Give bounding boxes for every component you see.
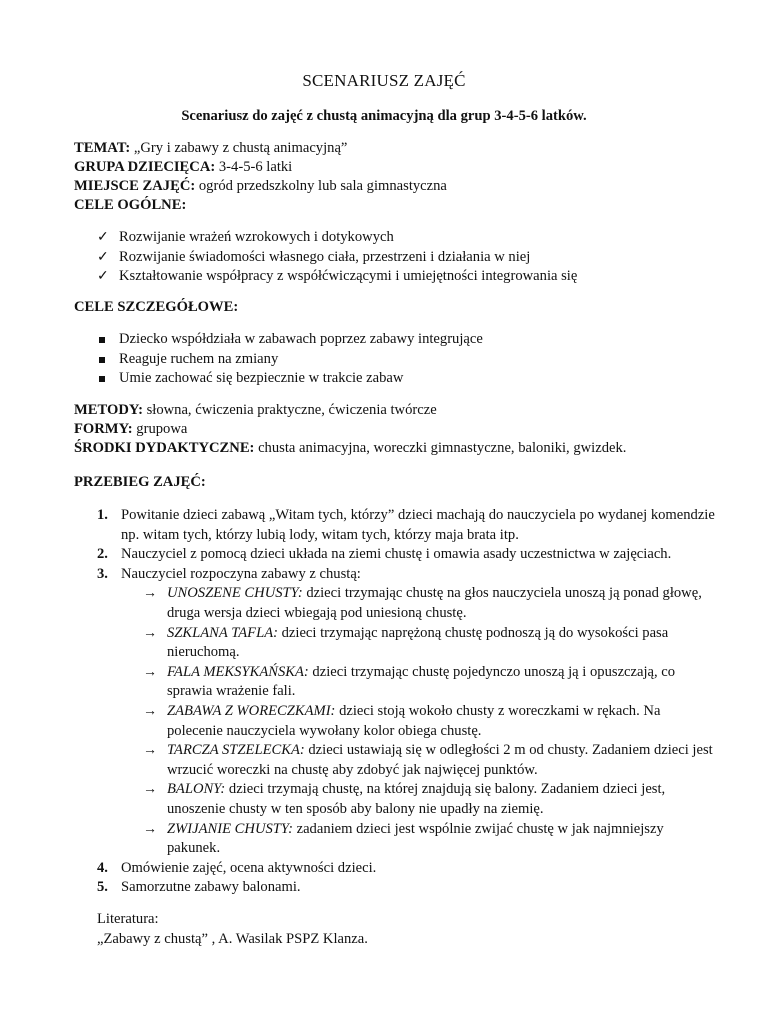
przebieg-steps <box>97 506 717 898</box>
field-label: FORMY: <box>74 421 133 437</box>
arrow-right-icon: → <box>143 625 157 641</box>
game-item: → TARCZA STZELECKA: dzieci ustawiają się w odległości 2 m od chusty. Zadaniem dzieci jest wrzucić woreczki na chustę aby zdobyć jak najwięcej punktów. <box>143 742 713 778</box>
field-value: grupowa <box>132 421 188 437</box>
field-miejsce <box>74 177 447 197</box>
field-label: TEMAT: <box>74 140 131 156</box>
literatura-label: Literatura: <box>97 911 159 927</box>
step-item: 3. Nauczyciel rozpoczyna zabawy z chustą: → UNOSZENE CHUSTY: dzieci trzymając chustę na głos nauczyciela unoszą ją ponad głowę, druga wersja dzieci wbiegają pod uniesioną chustę. → SZKLANA TAFLA: dzieci trzymając naprężoną chustę podnoszą ją do wysokości pasa nieruchomą. → FALA MEKSYKAŃSKA: dzieci trzymając chustę pojedynczo unoszą ją i opuszczają, co sprawia wrażenie fali. → ZABAWA Z WORECZKAMI: dzieci stoją wokoło chusty z woreczkami w rękach. Na polecenie nauczyciela wywołany kolor obiega chustę. → TARCZA STZELECKA: dzieci ustawiają się w odległości 2 m od chusty. Zadaniem dzieci jest wrzucić woreczki na chustę aby zdobyć jak najwięcej punktów. → BALONY: dzieci trzymają chustę, na której znajdują się balony. Zadaniem dzieci jest, unoszenie chusty w ten sposób aby balony nie upadły na ziemię. → ZWIJANIE CHUSTY: zadaniem dzieci jest wspólnie zwijać chustę w jak najmniejszy pakunek. <box>97 565 717 859</box>
step-item: 2. Nauczyciel z pomocą dzieci układa na ziemi chustę i omawia asady uczestnictwa w zajęciach. <box>97 546 672 563</box>
field-value: „Gry i zabawy z chustą animacyjną” <box>130 140 348 156</box>
list-item: ✓ Rozwijanie świadomości własnego ciała, przestrzeni i działania w niej <box>97 248 577 268</box>
list-item: Reaguje ruchem na zmiany <box>97 350 483 370</box>
arrow-right-icon: → <box>143 586 157 602</box>
field-srodki <box>74 439 626 459</box>
game-item: → UNOSZENE CHUSTY: dzieci trzymając chustę na głos nauczyciela unoszą ją ponad głowę, druga wersja dzieci wbiegają pod uniesioną chustę. <box>143 585 702 621</box>
list-item: Umie zachować się bezpiecznie w trakcie zabaw <box>97 369 483 389</box>
step-item: 4. Omówienie zajęć, ocena aktywności dzieci. <box>97 859 377 876</box>
field-cele-ogolne <box>74 196 186 216</box>
arrow-right-icon: → <box>143 664 157 680</box>
literatura <box>97 910 368 949</box>
field-value: 3-4-5-6 latki <box>215 159 293 175</box>
literatura-ref: „Zabawy z chustą” , A. Wasilak PSPZ Klanza. <box>97 930 368 947</box>
game-item: → ZABAWA Z WORECZKAMI: dzieci stoją wokoło chusty z woreczkami w rękach. Na polecenie nauczyciela wywołany kolor obiega chustę. <box>143 702 661 739</box>
field-value: chusta animacyjna, woreczki gimnastyczne, baloniki, gwizdek. <box>254 440 627 456</box>
arrow-right-icon: → <box>143 782 157 798</box>
field-value: ogród przedszkolny lub sala gimnastyczna <box>195 178 447 194</box>
games-list <box>121 584 717 858</box>
document-title: SCENARIUSZ ZAJĘĆ <box>302 71 466 90</box>
field-grupa <box>74 158 292 178</box>
step-item: 5. Samorzutne zabawy balonami. <box>97 879 301 896</box>
checkmark-icon: ✓ <box>97 249 109 265</box>
field-label: GRUPA DZIECIĘCA: <box>74 159 216 175</box>
field-label: METODY: <box>74 402 143 418</box>
game-item: → BALONY: dzieci trzymają chustę, na której znajdują się balony. Zadaniem dzieci jest, unoszenie chusty w ten sposób aby balony nie upadły na ziemię. <box>143 781 666 817</box>
game-item: → SZKLANA TAFLA: dzieci trzymając naprężoną chustę podnoszą ją do wysokości pasa nieruchomą. <box>143 624 669 661</box>
list-item: ✓ Kształtowanie współpracy z współćwiczącymi i umiejętności integrowania się <box>97 267 577 287</box>
field-value: słowna, ćwiczenia praktyczne, ćwiczenia twórcze <box>142 402 437 418</box>
arrow-right-icon: → <box>143 821 157 837</box>
field-label: MIEJSCE ZAJĘĆ: <box>74 178 196 194</box>
list-item: ✓ Rozwijanie wrażeń wzrokowych i dotykowych <box>97 228 577 248</box>
square-bullet-icon <box>99 376 105 382</box>
game-item: → ZWIJANIE CHUSTY: zadaniem dzieci jest wspólnie zwijać chustę w jak najmniejszy pakunek. <box>143 820 664 857</box>
game-item: → FALA MEKSYKAŃSKA: dzieci trzymając chustę pojedynczo unoszą ją i opuszczają, co sprawia wrażenie fali. <box>143 663 676 700</box>
cele-szczegolowe-list <box>97 330 483 389</box>
checkmark-icon: ✓ <box>97 230 109 245</box>
field-metody <box>74 401 437 421</box>
field-label: CELE OGÓLNE: <box>74 197 187 213</box>
field-temat <box>74 139 347 159</box>
document-subtitle: Scenariusz do zajęć z chustą animacyjną dla grup 3-4-5-6 latków. <box>181 108 587 124</box>
square-bullet-icon <box>99 357 105 363</box>
field-label: ŚRODKI DYDAKTYCZNE: <box>74 440 255 456</box>
przebieg-heading: PRZEBIEG ZAJĘĆ: <box>74 474 206 490</box>
list-item: Dziecko współdziała w zabawach poprzez zabawy integrujące <box>97 330 483 350</box>
field-formy <box>74 420 187 440</box>
square-bullet-icon <box>99 337 105 343</box>
cele-ogolne-list <box>97 228 577 287</box>
arrow-right-icon: → <box>143 703 157 719</box>
checkmark-icon: ✓ <box>97 269 109 285</box>
cele-szczegolowe-heading: CELE SZCZEGÓŁOWE: <box>74 299 239 315</box>
step-item: 1. Powitanie dzieci zabawą „Witam tych, którzy” dzieci machają do nauczyciela po wydanej komendzie np. witam tych, którzy lubią lody, witam tych, którzy maja brata itp. <box>97 507 715 543</box>
arrow-right-icon: → <box>143 743 157 759</box>
